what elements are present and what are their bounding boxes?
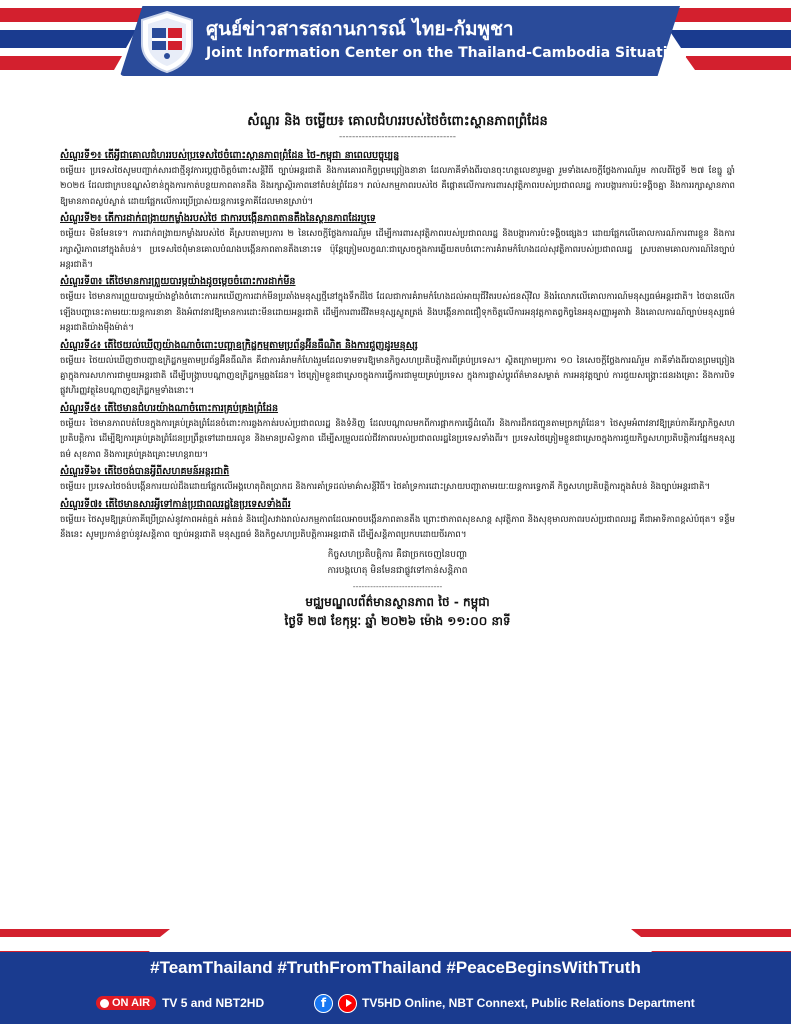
qa-item <box>60 148 735 210</box>
broadcast-icon <box>100 999 109 1008</box>
header <box>0 0 791 82</box>
answer-4: ចម្លើយ៖ ថៃយល់ឃើញថាបញ្ហាឧក្រិដ្ឋកម្មតាមប្រព័ន្ធអ៊ីនធឺណិត គឺជាការគំរាមកំហែងរួមដែលទាមទារឱ្យមានកិច្ចសហប្រតិបត្តិការពីគ្រប់ប្រទេស។ ស្ថិតក្រោមប្រការ ១០ នៃសេចក្តីថ្លែងការណ៍រួម ភាគីទាំងពីរបានព្រមព្រៀងគ្នាក្នុងការសហការជាមួយអន្តរជាតិ ដើម្បីបង្ក្រាបបណ្តាញឧក្រិដ្ឋកម្មឆ្លងដែន។ ថៃត្រៀមខ្លួនជាស្រេចក្នុងការធ្វើការជាមួយគ្រប់ប្រទេស ក្នុងការផ្លាស់ប្តូរព័ត៌មានសម្ងាត់ ការអនុវត្តច្បាប់ ការជួយសង្គ្រោះជនរងគ្រោះ និងការបិទផ្លូវហិរញ្ញវត្ថុនៃបណ្តាញឧក្រិដ្ឋកម្មទាំងនោះ។ <box>60 355 735 397</box>
answer-3: ចម្លើយ៖ ថៃមានការព្រួយបារម្ភយ៉ាងខ្លាំងចំពោះការរកឃើញការដាក់មីនប្រឆាំងមនុស្សថ្មីនៅក្នុងទឹកដីថៃ ដែលជាការគំរាមកំហែងដល់អាយុជីវិតរបស់ជនស៊ីវិល និងរំលោភលើគោលការណ៍មនុស្សធម៌អន្តរជាតិ។ ថៃបានលើកឡើងបញ្ហានេះតាមរយៈយន្តការនានា និងអំពាវនាវឱ្យមានការដោះមីនដោយអន្តរជាតិ ដើម្បីការពារជីវិតមនុស្សស្លូតត្រង់ និងបង្កើនភាពជឿទុកចិត្តលើការអនុវត្តកាតព្វកិច្ចនៃអនុសញ្ញាអូតាវ៉ា និងគោលការណ៍ច្បាប់មនុស្សធម៌អន្តរជាតិយ៉ាងម៉ឺងម៉ាត់។ <box>60 292 735 334</box>
question-6: សំណួរទី៦៖ តើថៃចង់បានអ្វីពីសហគមន៍អន្តរជាតិ <box>60 466 230 478</box>
social-channels: TV5HD Online, NBT Connext, Public Relations Department <box>362 996 695 1010</box>
on-air-label: ON AIR <box>112 997 151 1009</box>
answer-2: ចម្លើយ៖ មិនមែនទេ។ ការដាក់ពង្រាយកម្លាំងរបស់ថៃ គឺស្របតាមប្រការ ២ នៃសេចក្តីថ្លែងការណ៍រួម ដើម្បីការពារសុវត្ថិភាពរបស់ប្រជាពលរដ្ឋ និងបង្ការការប៉ះទង្គិចផ្សេងៗ ដោយផ្អែកលើគោលការណ៍ការពារខ្លួន និងការរក្សាស្ថិរភាពនៅក្នុងតំបន់។ ប្រទេសថៃពុំមានគោលបំណងបង្កើនភាពតានតឹងនោះទេ ប៉ុន្តែត្រៀមលក្ខណៈជាស្រេចក្នុងការឆ្លើយតបចំពោះការគំរាមកំហែងដល់សុវត្ថិភាពរបស់ប្រជាពលរដ្ឋ ស្របតាមគោលការណ៍នៃច្បាប់អន្តរជាតិ។ <box>60 229 735 271</box>
qa-item <box>60 401 735 463</box>
footer-hashtags: #TeamThailand #TruthFromThailand #PeaceBeginsWithTruth <box>150 958 641 977</box>
title-underline-rule: ------------------------------------ <box>339 132 456 142</box>
question-5: សំណួរទី៥៖ តើថៃមានជំហរយ៉ាងណាចំពោះការគ្រប់គ្រងព្រំដែន <box>60 402 279 414</box>
signature-date: ថ្ងៃទី ២៧ ខែកុម្ភៈ ឆ្នាំ ២០២៦ ម៉ោង ១១:០០ នាទី <box>284 614 511 629</box>
document-title: សំណួរ និង ចម្លើយ៖ គោលជំហររបស់ថៃចំពោះស្ថានភាពព្រំដែន <box>247 114 548 129</box>
qa-item <box>60 464 735 495</box>
answer-7: ចម្លើយ៖ ថៃសូមឱ្យគ្រប់ភាគីប្រើប្រាស់នូវភាពអត់ធ្មត់ អត់ធន់ និងជៀសវាងរាល់សកម្មភាពដែលអាចបង្កើនភាពតានតឹង ព្រោះថាភាពសុខសាន្ត សុវត្ថិភាព និងសុខុមាលភាពរបស់ប្រជាពលរដ្ឋ គឺជាអាទិភាពខ្ពស់បំផុត។ ទន្ទឹមនឹងនេះ សូមប្រកាន់ខ្ជាប់នូវសន្តិភាព ច្បាប់អន្តរជាតិ មនុស្សធម៌ និងកិច្ចសហប្រតិបត្តិការអន្តរជាតិ ដើម្បីសន្តិភាពប្រកបដោយចីរភាព។ <box>60 514 735 540</box>
document-body <box>60 112 735 631</box>
closing-line-2: ការបង្កហេតុ មិនមែនជាផ្លូវទៅកាន់សន្តិភាព <box>327 566 468 577</box>
question-2: សំណួរទី២៖ តើការដាក់ពង្រាយកម្លាំងរបស់ថៃ ជាការបង្កើនភាពតានតឹងនៃស្ថានភាពដែរឬទេ <box>60 213 376 225</box>
qa-item <box>60 211 735 273</box>
question-1: សំណួរទី១៖ តើអ្វីជាគោលជំហររបស់ប្រទេសថៃចំពោះស្ថានភាពព្រំដែន ថៃ-កម្ពុជា នាពេលបច្ចុប្បន្ន <box>60 150 400 161</box>
question-3: សំណួរទី៣៖ តើថៃមានការព្រួយបារម្ភយ៉ាងដូចម្តេចចំពោះការដាក់មីន <box>60 276 296 288</box>
question-7: សំណួរទី៧៖ តើថៃមានសារអ្វីទៅកាន់ប្រជាពលរដ្ឋនៃប្រទេសទាំងពីរ <box>60 498 291 510</box>
social-info <box>314 993 695 1013</box>
qa-item <box>60 497 735 544</box>
question-4: សំណួរទី៤៖ តើថៃយល់ឃើញយ៉ាងណាចំពោះបញ្ហាឧក្រិដ្ឋកម្មតាមប្រព័ន្ធអ៊ីនធឺណិត និងការជួញដូរមនុស្ស <box>60 339 418 351</box>
qa-item <box>60 274 735 336</box>
answer-6: ចម្លើយ៖ ប្រទេសថៃចង់បង្កើនការយល់ដឹងដោយផ្អែកលើអង្គហេតុពិតប្រាកដ និងការគាំទ្រដល់មាគ៌ាសន្តិវិធី។ ថៃគាំទ្រការដោះស្រាយបញ្ហាតាមរយៈយន្តការទ្វេភាគី កិច្ចសហប្រតិបត្តិការក្នុងតំបន់ និងច្បាប់អន្តរជាតិ។ <box>60 482 711 493</box>
header-title-thai: ศูนย์ข่าวสารสถานการณ์ ไทย-กัมพูชา <box>206 18 514 40</box>
on-air-channels: TV 5 and NBT2HD <box>162 996 265 1010</box>
answer-5: ចម្លើយ៖ ថៃមានភាពបត់បែនក្នុងការគ្រប់គ្រងព្រំដែនចំពោះការឆ្លងកាត់របស់ប្រជាពលរដ្ឋ និងទំនិញ ដែលបណ្តាលមកពីការផ្អាកការធ្វើដំណើរ និងការដឹកជញ្ជូនតាមច្រកព្រំដែន។ ថៃសូមអំពាវនាវឱ្យគ្រប់ភាគីរក្សាកិច្ចសហប្រតិបត្តិការ ដើម្បីឱ្យការគ្រប់គ្រងព្រំដែនប្រព្រឹត្តទៅដោយរលូន និងមានប្រសិទ្ធភាព ដើម្បីសម្រួលដល់ជីវភាពរបស់ប្រជាពលរដ្ឋនៃប្រទេសទាំងពីរ។ ប្រទេសថៃត្រៀមខ្លួនជាស្រេចក្នុងការជួយកិច្ចសហប្រតិបត្តិការផ្នែកមនុស្សធម៌ សុខភាព និងការគ្រប់គ្រងគ្រោះមហន្តរាយ។ <box>60 418 735 460</box>
signature-organization: មជ្ឈមណ្ឌលព័ត៌មានស្ថានភាព ថៃ - កម្ពុជា <box>305 595 490 610</box>
closing-line-1: កិច្ចសហប្រតិបត្តិការ គឺជាច្រកចេញនៃបញ្ហា <box>327 550 468 561</box>
signature-separator: ------------------------------- <box>352 582 443 592</box>
answer-1: ចម្លើយ៖ ប្រទេសថៃសូមបញ្ជាក់សារជាថ្មីនូវការប្តេជ្ញាចិត្តចំពោះសន្តិវិធី ច្បាប់អន្តរជាតិ និងការគោរពកិច្ចព្រមព្រៀងនានា ដែលភាគីទាំងពីរបានចុះហត្ថលេខារួមគ្នា រួមទាំងសេចក្តីថ្លែងការណ៍រួម កាលពីថ្ងៃទី ២៧ ខែធ្នូ ឆ្នាំ ២០២៥ ដែលជាក្របខណ្ឌសំខាន់ក្នុងការកាត់បន្ថយភាពតានតឹង និងរក្សាស្ថិរភាពនៅតំបន់ព្រំដែន។ រាល់សកម្មភាពរបស់ថៃ គឺផ្តោតលើការការពារសុវត្ថិភាពរបស់ប្រជាពលរដ្ឋ ការបង្ការការប៉ះទង្គិចគ្នា និងការរក្សាស្ថានភាពឱ្យមានភាពស្ងប់ស្ងាត់ ដោយផ្អែកលើការប្រើប្រាស់យន្តការទ្វេភាគីដែលមានស្រាប់។ <box>60 166 735 207</box>
youtube-icon <box>338 994 357 1013</box>
on-air-badge <box>96 996 156 1010</box>
qa-item <box>60 338 735 400</box>
on-air-info <box>96 993 264 1013</box>
header-title-english: Joint Information Center on the Thailand-Cambodia Situation <box>206 45 688 61</box>
facebook-icon: f <box>314 994 333 1013</box>
jic-shield-logo-icon <box>138 10 196 74</box>
